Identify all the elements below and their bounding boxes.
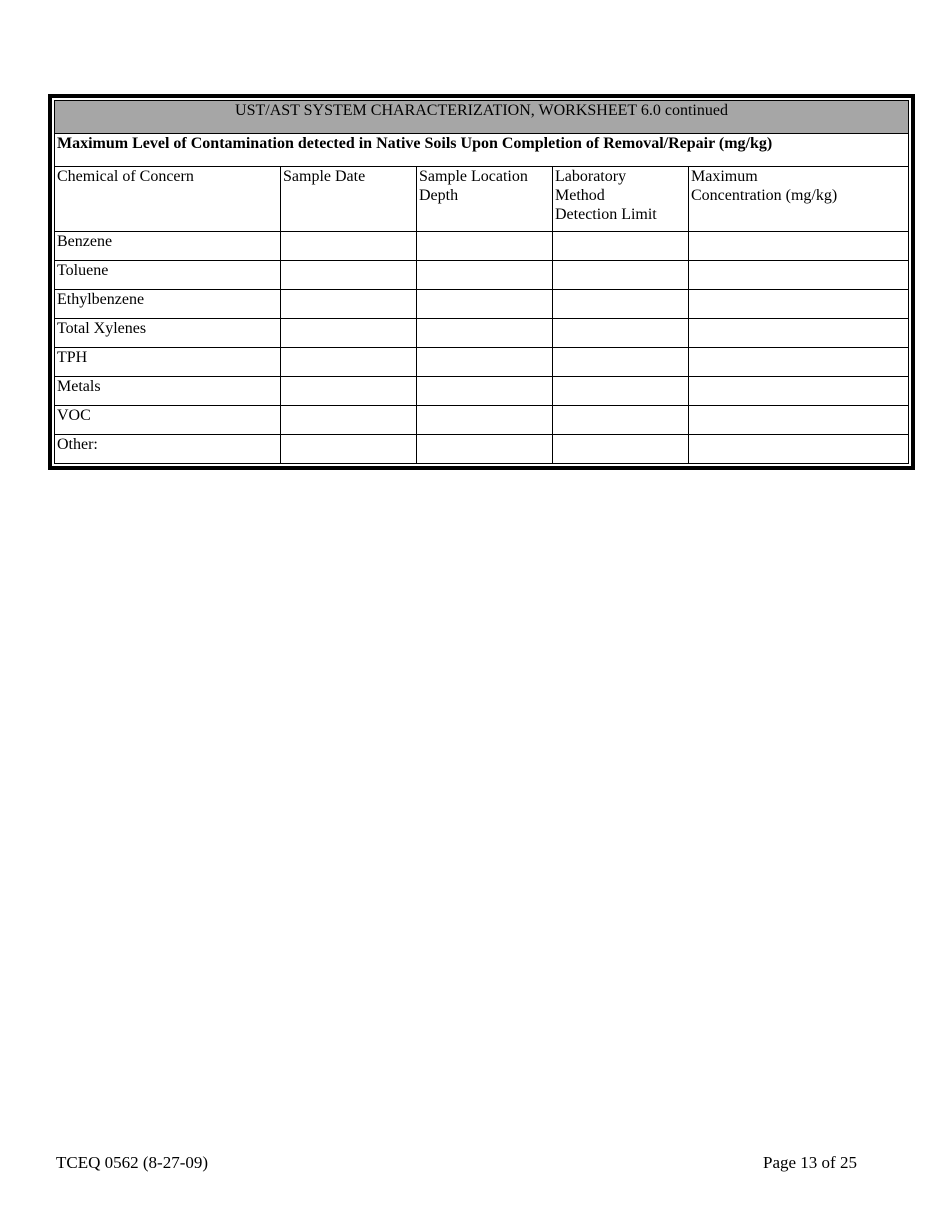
header-sample-location-depth: Sample Location Depth — [417, 167, 553, 232]
chemical-cell: Ethylbenzene — [55, 290, 281, 319]
table-row — [55, 261, 909, 290]
max-concentration-cell[interactable] — [689, 261, 909, 290]
sample-date-cell[interactable] — [281, 348, 417, 377]
table-row — [55, 290, 909, 319]
sample-date-cell[interactable] — [281, 406, 417, 435]
column-header-row — [55, 167, 909, 232]
sample-date-cell[interactable] — [281, 435, 417, 464]
contamination-table — [54, 100, 909, 464]
chemical-cell: VOC — [55, 406, 281, 435]
header-chemical-of-concern: Chemical of Concern — [55, 167, 281, 232]
form-id: TCEQ 0562 (8-27-09) — [56, 1153, 209, 1172]
max-concentration-cell[interactable] — [689, 435, 909, 464]
chemical-cell: Toluene — [55, 261, 281, 290]
sample-date-cell[interactable] — [281, 261, 417, 290]
max-concentration-cell[interactable] — [689, 377, 909, 406]
detection-limit-cell[interactable] — [553, 319, 689, 348]
chemical-cell: Benzene — [55, 232, 281, 261]
location-depth-cell[interactable] — [417, 232, 553, 261]
max-concentration-cell[interactable] — [689, 232, 909, 261]
sample-date-cell[interactable] — [281, 319, 417, 348]
max-concentration-cell[interactable] — [689, 348, 909, 377]
table-row — [55, 348, 909, 377]
sample-date-cell[interactable] — [281, 232, 417, 261]
chemical-cell: Metals — [55, 377, 281, 406]
worksheet-title: UST/AST SYSTEM CHARACTERIZATION, WORKSHEET 6.0 continued — [55, 101, 909, 134]
location-depth-cell[interactable] — [417, 435, 553, 464]
header-detection-limit: Laboratory Method Detection Limit — [553, 167, 689, 232]
header-max-concentration: Maximum Concentration (mg/kg) — [689, 167, 909, 232]
max-concentration-cell[interactable] — [689, 406, 909, 435]
location-depth-cell[interactable] — [417, 377, 553, 406]
location-depth-cell[interactable] — [417, 319, 553, 348]
worksheet-subtitle: Maximum Level of Contamination detected in Native Soils Upon Completion of Removal/Repair (mg/kg) — [55, 134, 909, 167]
table-row — [55, 406, 909, 435]
location-depth-cell[interactable] — [417, 348, 553, 377]
chemical-cell: Other: — [55, 435, 281, 464]
detection-limit-cell[interactable] — [553, 435, 689, 464]
detection-limit-cell[interactable] — [553, 232, 689, 261]
table-row — [55, 377, 909, 406]
worksheet-frame — [48, 94, 915, 470]
detection-limit-cell[interactable] — [553, 348, 689, 377]
chemical-cell: Total Xylenes — [55, 319, 281, 348]
table-row — [55, 232, 909, 261]
detection-limit-cell[interactable] — [553, 406, 689, 435]
detection-limit-cell[interactable] — [553, 261, 689, 290]
location-depth-cell[interactable] — [417, 290, 553, 319]
detection-limit-cell[interactable] — [553, 290, 689, 319]
detection-limit-cell[interactable] — [553, 377, 689, 406]
header-sample-date: Sample Date — [281, 167, 417, 232]
table-row — [55, 435, 909, 464]
max-concentration-cell[interactable] — [689, 290, 909, 319]
page-number: Page 13 of 25 — [763, 1153, 857, 1172]
max-concentration-cell[interactable] — [689, 319, 909, 348]
sample-date-cell[interactable] — [281, 377, 417, 406]
chemical-cell: TPH — [55, 348, 281, 377]
location-depth-cell[interactable] — [417, 261, 553, 290]
sample-date-cell[interactable] — [281, 290, 417, 319]
table-row — [55, 319, 909, 348]
worksheet-title-row — [55, 101, 909, 134]
location-depth-cell[interactable] — [417, 406, 553, 435]
worksheet-subtitle-row — [55, 134, 909, 167]
